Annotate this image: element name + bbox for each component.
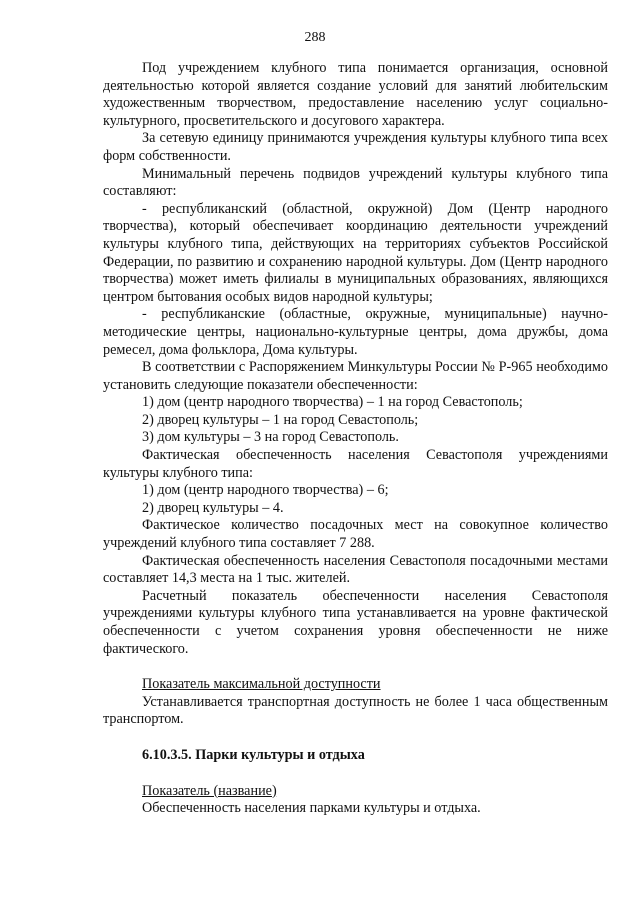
paragraph: 1) дом (центр народного творчества) – 1 на город Севастополь; xyxy=(142,394,523,411)
paragraph: В соответствии с Распоряжением Минкультуры России № Р-965 необходимо установить следующие показатели обеспеченности: xyxy=(103,359,608,393)
parks-section-title: 6.10.3.5. Парки культуры и отдыха xyxy=(142,746,365,763)
paragraph: Фактическое количество посадочных мест на совокупное количество учреждений клубного типа составляет 7 288. xyxy=(103,517,608,552)
paragraph: Под учреждением клубного типа понимается организация, основной деятельностью которой является создание условий для занятий любительским художественным творчеством, предоставление населению услуг социально-культурного, просветительского и досугового характера. xyxy=(103,60,608,129)
page-content xyxy=(103,60,608,818)
parks-indicator-label: Показатель (название) xyxy=(142,782,277,799)
paragraph: 3) дом культуры – 3 на город Севастополь. xyxy=(142,429,399,446)
paragraph: 2) дворец культуры – 4. xyxy=(142,499,284,516)
paragraph: - республиканский (областной, окружной) Дом (Центр народного творчества), который обеспечивает координацию деятельности учреждений культуры клубного типа, действующих на территориях субъектов Российской Федерации, по развитию и сохранению народной культуры. Дом (Центр народного творчества) может иметь филиалы в муниципальных образованиях, являющихся центром бытования особых видов народной культуры; xyxy=(103,200,608,305)
paragraph: За сетевую единицу принимаются учреждения культуры клубного типа всех форм собственности. xyxy=(103,130,608,164)
paragraph-list xyxy=(103,60,608,658)
access-heading: Показатель максимальной доступности xyxy=(142,676,381,693)
parks-indicator-text: Обеспеченность населения парками культуры и отдыха. xyxy=(142,800,481,817)
access-text: Устанавливается транспортная доступность не более 1 часа общественным транспортом. xyxy=(103,693,608,728)
paragraph: Фактическая обеспеченность населения Севастополя посадочными местами составляет 14,3 места на 1 тыс. жителей. xyxy=(103,552,608,587)
paragraph: 2) дворец культуры – 1 на город Севастополь; xyxy=(142,411,419,428)
paragraph: Фактическая обеспеченность населения Севастополя учреждениями культуры клубного типа: xyxy=(103,447,608,481)
paragraph: Расчетный показатель обеспеченности населения Севастополя учреждениями культуры клубного типа устанавливается на уровне фактической обеспеченности с учетом сохранения уровня обеспеченности не ниже фактического. xyxy=(103,587,608,657)
page-number: 288 xyxy=(304,30,326,45)
paragraph: 1) дом (центр народного творчества) – 6; xyxy=(142,482,389,499)
paragraph: Минимальный перечень подвидов учреждений культуры клубного типа составляют: xyxy=(103,165,608,200)
paragraph: - республиканские (областные, окружные, муниципальные) научно-методические центры, национально-культурные центры, дома дружбы, дома ремесел, дома фольклора, Дома культуры. xyxy=(103,306,608,358)
